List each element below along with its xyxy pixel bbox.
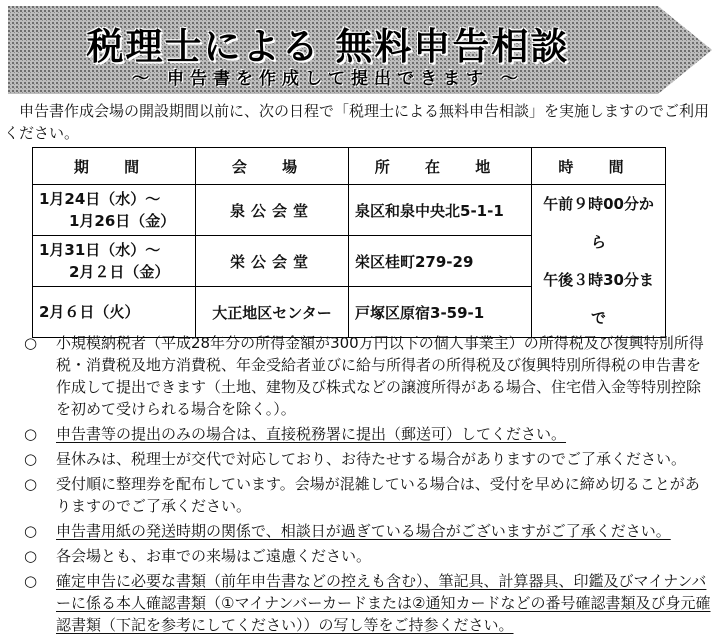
list-item (24, 545, 712, 567)
list-item (24, 473, 712, 517)
list-item (24, 520, 712, 542)
circle-bullet-icon: ○ (24, 522, 38, 540)
period-cell (33, 287, 196, 338)
period-start: 1月31日（水）～ (39, 241, 161, 259)
intro-paragraph: 申告書作成会場の開設期間以前に、次の日程で「税理士による無料申告相談」を実施しますのでご利用ください。 (4, 102, 710, 142)
intro-text (4, 100, 710, 144)
list-item (24, 570, 712, 636)
banner-title: 税理士による 無料申告相談 (86, 25, 570, 68)
address-cell: 戸塚区原宿3-59-1 (349, 287, 532, 338)
circle-bullet-icon: ○ (24, 572, 38, 590)
address-cell: 栄区桂町279-29 (349, 236, 532, 287)
header-time: 時 間 (532, 148, 666, 185)
table-header-row (33, 148, 666, 185)
note-text: 確定申告に必要な書類（前年申告書などの控えも含む）、筆記具、計算器具、印鑑及びマイナンバーに係る本人確認書類（①マイナンバーカードまたは②通知カードなどの番号確認書類及び身元確認書類（下記を参考にしてください））の写し等をご持参ください。 (56, 572, 711, 634)
circle-bullet-icon: ○ (24, 425, 38, 443)
list-item (24, 423, 712, 445)
period-cell (33, 185, 196, 236)
address-cell: 泉区和泉中央北5-1-1 (349, 185, 532, 236)
time-start: 午前９時00分から (543, 195, 654, 251)
time-cell (532, 185, 666, 338)
header-period: 期 間 (33, 148, 196, 185)
time-end: 午後３時30分まで (543, 271, 654, 327)
header-address: 所 在 地 (349, 148, 532, 185)
venue-cell: 大正地区センター (196, 287, 349, 338)
note-text: 申告書等の提出のみの場合は、直接税務署に提出（郵送可）してください。 (56, 425, 567, 443)
title-banner (8, 6, 714, 94)
venue-cell: 泉公会堂 (196, 185, 349, 236)
notes-list (24, 332, 712, 639)
period-end: 2月２日（金） (69, 263, 170, 281)
period-start: 1月24日（水）～ (39, 190, 161, 208)
period-cell (33, 236, 196, 287)
venue-cell: 栄公会堂 (196, 236, 349, 287)
header-venue: 会 場 (196, 148, 349, 185)
period-start: 2月６日（火） (39, 303, 140, 321)
note-text: 小規模納税者（平成28年分の所得金額が300万円以下の個人事業主）の所得税及び復興特別所得税・消費税及地方消費税、年金受給者並びに給与所得者の所得税及び復興特別所得税の申告書を作成して提出できます（土地、建物及び株式などの譲渡所得がある場合、住宅借入金等特別控除を初めて受けられる場合を除く。）。 (56, 334, 704, 418)
note-text: 受付順に整理券を配布しています。会場が混雑している場合は、受付を早めに締め切ることがありますのでご了承ください。 (56, 475, 700, 515)
table-row (33, 185, 666, 236)
note-text: 各会場とも、お車での来場はご遠慮ください。 (56, 547, 372, 565)
period-end: 1月26日（金） (69, 212, 176, 230)
schedule-table (32, 147, 666, 338)
circle-bullet-icon: ○ (24, 450, 38, 468)
list-item (24, 332, 712, 420)
note-text: 昼休みは、税理士が交代で対応しており、お待たせする場合がありますのでご了承ください。 (56, 450, 687, 468)
list-item (24, 448, 712, 470)
circle-bullet-icon: ○ (24, 475, 38, 493)
circle-bullet-icon: ○ (24, 334, 38, 352)
circle-bullet-icon: ○ (24, 547, 38, 565)
banner-subtitle: ～ 申告書を作成して提出できます ～ (132, 69, 524, 89)
note-text: 申告書用紙の発送時期の関係で、相談日が過ぎている場合がございますがご了承ください。 (56, 522, 671, 540)
